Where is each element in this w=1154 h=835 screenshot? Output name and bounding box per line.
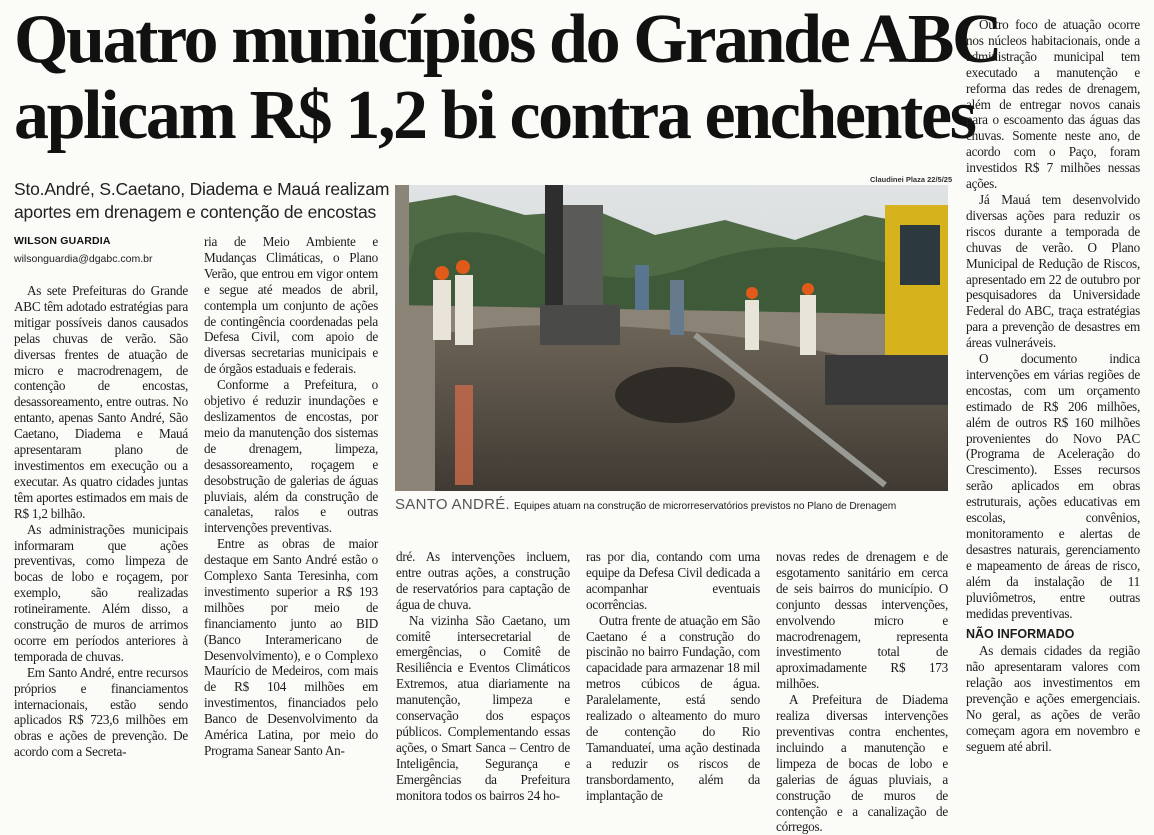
paragraph: O documento indica intervenções em várias regiões de encostas, com um orçamento estimado de R$ 206 milhões, além de outros R$ 160 milhões provenientes do Novo PAC (Programa de Aceleração do Crescimento). Esses recursos serão aplicados em obras estruturais, ações educativas em escolas, convênios, monitoramento e alertas de desastres naturais, gerenciamento e mapeamento de áreas de risco, além da instalação de 11 pluviômetros, entre outras medidas preventivas. (966, 351, 1140, 621)
article-column-2 (204, 234, 378, 824)
section-heading: NÃO INFORMADO (966, 627, 1075, 642)
article-column-3 (396, 549, 570, 824)
article-column-6 (966, 17, 1140, 824)
headline (14, 1, 1001, 154)
paragraph: Outra frente de atuação em São Caetano é a construção do piscinão no bairro Fundação, com capacidade para armazenar 18 mil metros cúbicos de água. Paralelamente, está sendo realizado o alteamento do muro de contenção do Rio Tamanduateí, uma ação destinada a reduzir os riscos de transbordamento, além da implantação de (586, 612, 760, 803)
photo-caption (395, 496, 951, 514)
paragraph: ras por dia, contando com uma equipe da Defesa Civil dedicada a acompanhar eventuais ocorrências. (586, 549, 760, 612)
article-column-1 (14, 283, 188, 823)
article-column-5 (776, 549, 948, 835)
paragraph: Entre as obras de maior destaque em Santo André estão o Complexo Santa Teresinha, com investimento superior a R$ 193 milhões por meio de financiamento junto ao BID (Banco Interamericano de Desenvolvimento), e o Complexo Maurício de Medeiros, com mais de R$ 104 milhões em investimentos, financiados pelo Banco de Desenvolvimento da América Latina, por meio do Programa Sanear Santo An- (204, 536, 378, 758)
paragraph: Em Santo André, entre recursos próprios e financiamentos internacionais, estão sendo aplicados R$ 723,6 milhões em obras e ações de prevenção. De acordo com a Secreta- (14, 664, 188, 760)
paragraph: As administrações municipais informaram que ações preventivas, como limpeza de bocas de lobo e roçagem, por exemplo, são realizadas rotineiramente. Além disso, a construção de muros de arrimos ocorre em períodos anteriores à temporada de chuvas. (14, 521, 188, 664)
paragraph: Conforme a Prefeitura, o objetivo é reduzir inundações e deslizamentos de encostas, por meio da manutenção dos sistemas de drenagem, limpeza, desassoreamento, roçagem e desobstrução de galerias de águas pluviais, além da construção de canaletas, ralos e outras intervenções preventivas. (204, 377, 378, 536)
byline-author: WILSON GUARDIA (14, 235, 111, 247)
article-column-4 (586, 549, 760, 824)
caption-text: Equipes atuam na construção de microrreservatórios previstos no Plano de Drenagem (514, 501, 897, 512)
construction-site-image (395, 185, 948, 491)
paragraph: Outro foco de atuação ocorre nos núcleos habitacionais, onde a administração municipal tem executado a manutenção e reforma das redes de drenagem, além de entregar novos canais para o escoamento das águas das chuvas. Somente neste ano, de acordo com o Paço, foram investidos R$ 7 milhões nessas ações. (966, 17, 1140, 192)
news-photo (395, 185, 948, 491)
headline-line-1: Quatro municípios do Grande ABC (14, 1, 1001, 78)
paragraph: dré. As intervenções incluem, entre outras ações, a construção de reservatórios para captação de água de chuva. (396, 549, 570, 612)
paragraph: As demais cidades da região não apresentaram valores com relação aos investimentos em prevenção e ações emergenciais. No geral, as ações de verão começam agora em novembro e seguem até abril. (966, 643, 1140, 754)
paragraph: As sete Prefeituras do Grande ABC têm adotado estratégias para mitigar possíveis danos causados pelas chuvas de verão. São diversas frentes de atuação de micro e macrodrenagem, de contenção de encostas, desassoreamento, entre outras. No entanto, apenas Santo André, São Caetano, Diadema e Mauá apresentaram plano de investimentos em execução ou a executar. As quatro cidades juntas têm aportes estimados em mais de R$ 1,2 bilhão. (14, 283, 188, 521)
photo-credit: Claudinei Plaza 22/5/25 (870, 175, 953, 184)
paragraph: A Prefeitura de Diadema realiza diversas intervenções preventivas contra enchentes, incluindo a manutenção e limpeza de bocas de lobo e galerias de águas pluviais, a construção de muros de contenção e a canalização de córregos. (776, 692, 948, 835)
subhead: Sto.André, S.Caetano, Diadema e Mauá realizam aportes em drenagem e contenção de encostas (14, 179, 390, 222)
paragraph: ria de Meio Ambiente e Mudanças Climáticas, o Plano Verão, que entrou em vigor ontem e segue até meados de abril, contempla um conjunto de ações de contingência coordenadas pela Defesa Civil, com apoio de diversas secretarias municipais e de órgãos estaduais e federais. (204, 234, 378, 377)
byline-email[interactable]: wilsonguardia@dgabc.com.br (14, 253, 153, 265)
paragraph: Na vizinha São Caetano, um comitê intersecretarial de emergências, o Comitê de Resiliência e Eventos Climáticos Extremos, atua diariamente na manutenção, limpeza e conservação dos espaços públicos. Complementando essas ações, o Smart Sanca – Centro de Inteligência, Segurança e Emergências da Prefeitura monitora todos os bairros 24 ho- (396, 612, 570, 803)
caption-label: SANTO ANDRÉ. (395, 496, 511, 513)
headline-line-2: aplicam R$ 1,2 bi contra enchentes (14, 77, 975, 154)
paragraph: novas redes de drenagem e de esgotamento sanitário em cerca de seis bairros do município. O conjunto dessas intervenções, envolvendo micro e macrodrenagem, representa investimento total de aproximadamente R$ 173 milhões. (776, 549, 948, 692)
paragraph: Já Mauá tem desenvolvido diversas ações para reduzir os riscos durante a temporada de chuvas de verão. O Plano Municipal de Redução de Riscos, apresentado em 22 de outubro por pesquisadores da Universidade Federal do ABC, traça estratégias para a prevenção de desastres em áreas vulneráveis. (966, 191, 1140, 351)
